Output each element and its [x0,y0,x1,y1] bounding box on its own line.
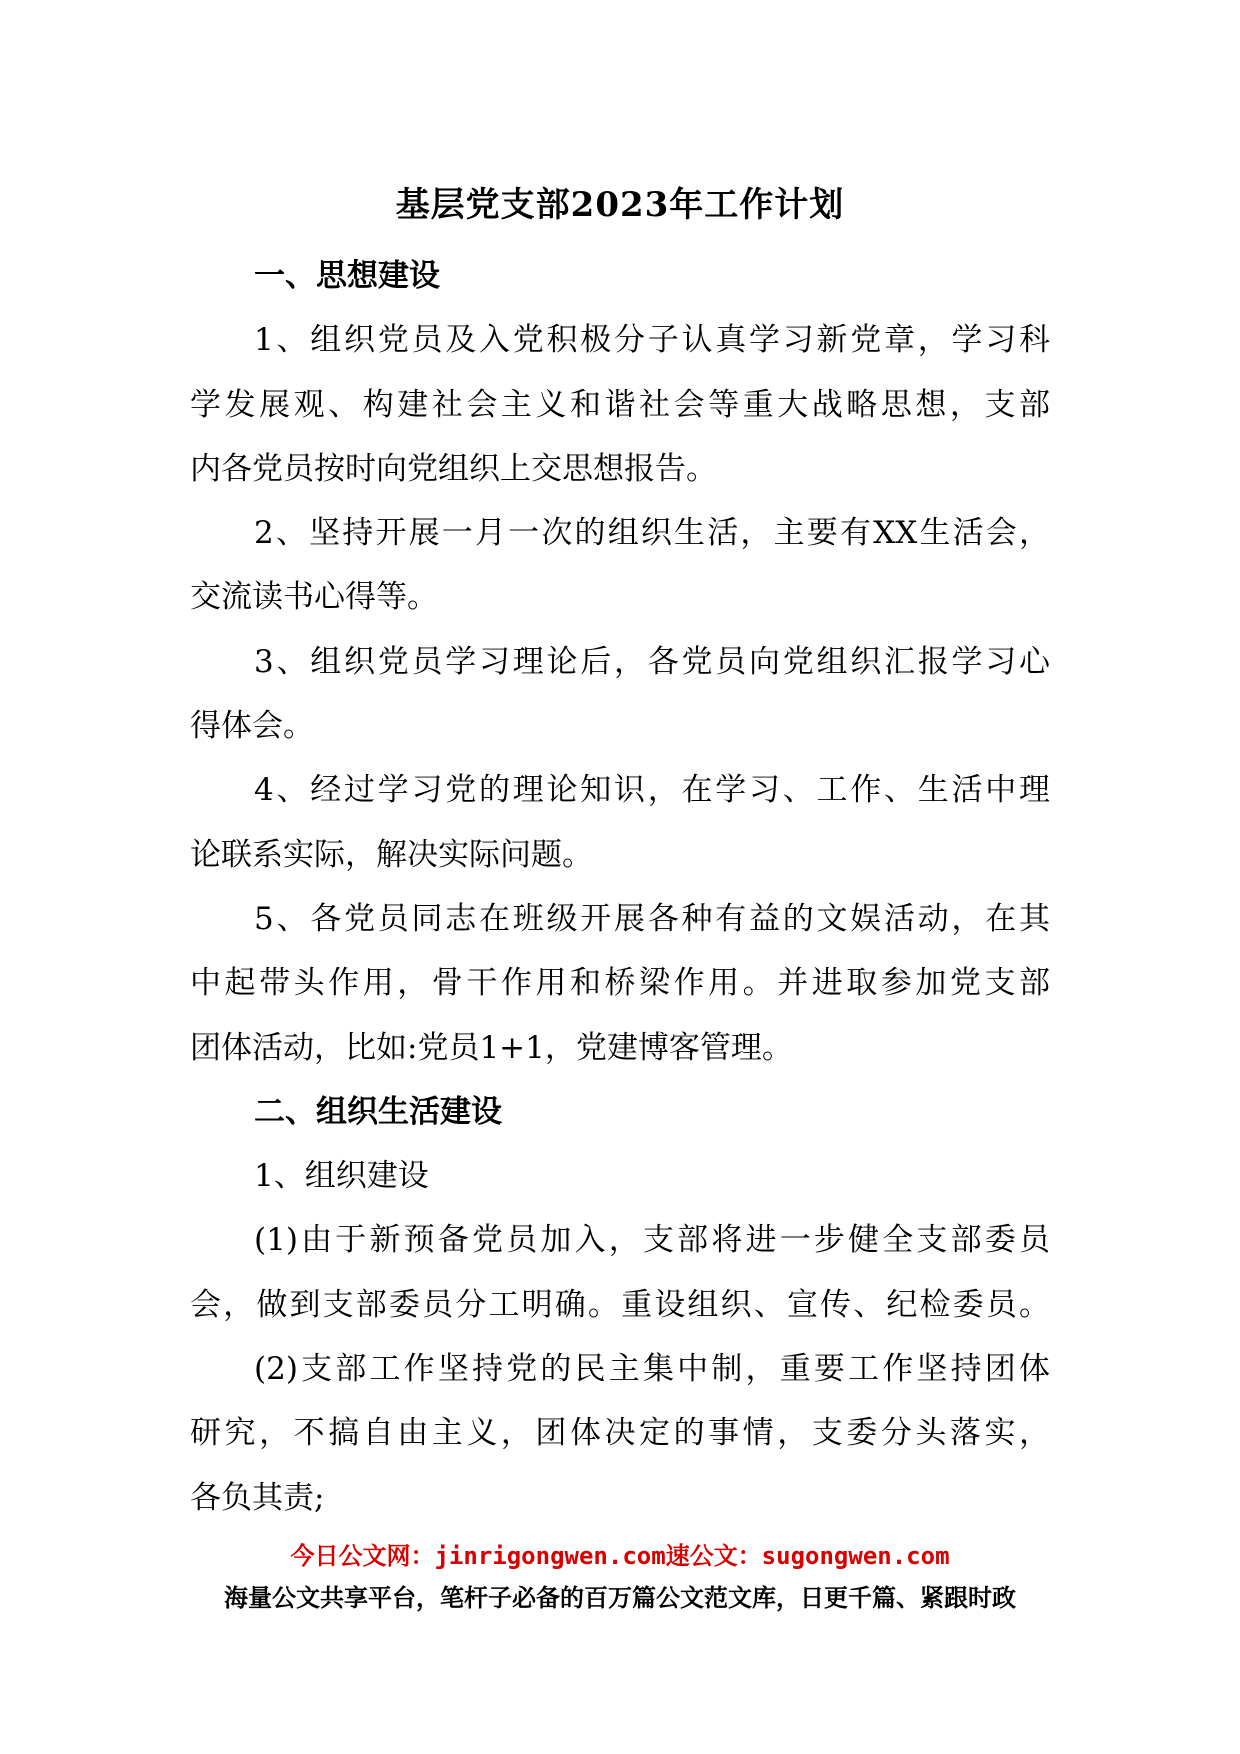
paragraph-line: 4、经过学习党的理论知识，在学习、工作、生活中理 [254,772,1050,809]
footer-slogan: 海量公文共享平台，笔杆子必备的百万篇公文范文库，日更千篇、紧跟时政 [224,1584,1016,1612]
site1-name: 今日公文网： [290,1542,435,1570]
footer-links [0,1538,1240,1574]
paragraph-line: 2、坚持开展一月一次的组织生活，主要有XX生活会， [254,515,1050,552]
site2-name: 速公文： [665,1542,762,1570]
paragraph-line: 1、组织党员及入党积极分子认真学习新党章，学习科 [254,322,1050,359]
paragraph-line: 交流读书心得等。 [190,579,438,616]
document-body [190,244,1050,1530]
document-title: 基层党支部2023年工作计划 [395,185,845,225]
paragraph-line: 中起带头作用，骨干作用和桥梁作用。并进取参加党支部 [190,965,1050,1002]
paragraph-line: 各负其责; [190,1479,325,1516]
paragraph-line: 内各党员按时向党组织上交思想报告。 [190,450,717,487]
paragraph-line: 3、组织党员学习理论后，各党员向党组织汇报学习心 [254,643,1050,680]
paragraph-line: 会，做到支部委员分工明确。重设组织、宣传、纪检委员。 [190,1286,1050,1323]
paragraph-line: 得体会。 [190,708,314,745]
site2-url-link[interactable]: sugongwen.com [761,1542,950,1570]
paragraph-line: 论联系实际，解决实际问题。 [190,836,593,873]
section-heading: 一、思想建设 [254,258,440,294]
paragraph-line: (1)由于新预备党员加入，支部将进一步健全支部委员 [254,1222,1050,1259]
paragraph-line: 5、各党员同志在班级开展各种有益的文娱活动，在其 [254,900,1050,937]
paragraph-line: 研究，不搞自由主义，团体决定的事情，支委分头落实， [190,1415,1050,1452]
site1-url-link[interactable]: jinrigongwen.com [434,1542,666,1570]
section-heading: 二、组织生活建设 [254,1093,502,1130]
paragraph-line: 1、组织建设 [254,1158,429,1195]
paragraph-line: 团体活动，比如:党员1+1，党建博客管理。 [190,1029,793,1066]
paragraph-line: 学发展观、构建社会主义和谐社会等重大战略思想，支部 [190,386,1050,423]
paragraph-line: (2)支部工作坚持党的民主集中制，重要工作坚持团体 [254,1351,1050,1388]
